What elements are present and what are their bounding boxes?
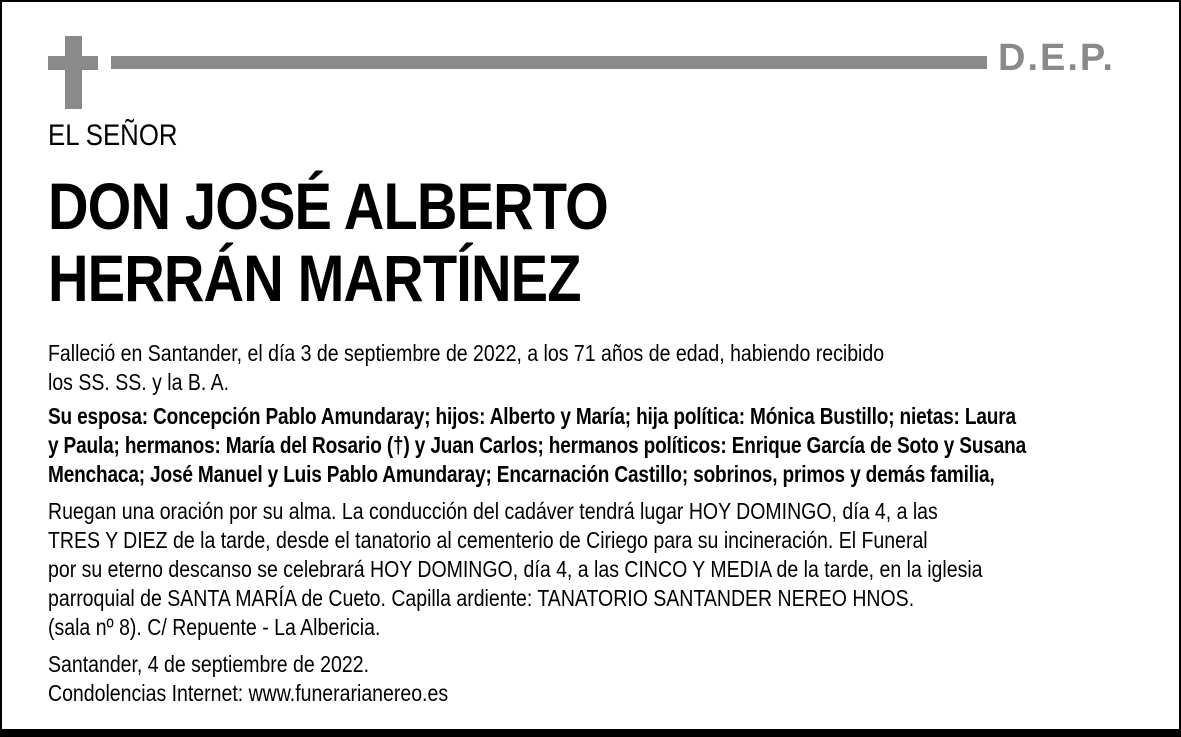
footer-condolences: Condolencias Internet: www.funerarianereo.es	[48, 680, 449, 706]
family-line: y Paula; hermanos: María del Rosario (†) y Juan Carlos; hermanos políticos: Enrique García de Soto y Susana	[48, 432, 1027, 458]
ceremony-line: (sala nº 8). C/ Repuente - La Albericia.	[48, 614, 381, 640]
family-paragraph	[48, 402, 1026, 489]
ceremony-line: por su eterno descanso se celebrará HOY DOMINGO, día 4, a las CINCO Y MEDIA de la tarde, en la iglesia	[48, 556, 983, 582]
death-paragraph	[48, 339, 884, 397]
cross-icon	[48, 36, 98, 109]
footer-date: Santander, 4 de septiembre de 2022.	[48, 651, 369, 677]
footer-paragraph	[48, 650, 448, 708]
death-line: Falleció en Santander, el día 3 de septiembre de 2022, a los 71 años de edad, habiendo recibido	[48, 340, 885, 366]
ceremony-line: TRES Y DIEZ de la tarde, desde el tanatorio al cementerio de Ciriego para su incineración. El Funeral	[48, 527, 928, 553]
name-line-1: DON JOSÉ ALBERTO	[48, 169, 608, 243]
ceremony-paragraph	[48, 497, 983, 642]
dep-label: D.E.P.	[998, 37, 1115, 79]
name-line-2: HERRÁN MARTÍNEZ	[48, 241, 581, 315]
family-line: Su esposa: Concepción Pablo Amundaray; hijos: Alberto y María; hija política: Mónica Bustillo; nietas: Laura	[48, 403, 1016, 429]
deceased-name	[48, 170, 608, 314]
death-line: los SS. SS. y la B. A.	[48, 369, 230, 395]
header-rule	[111, 56, 987, 69]
ceremony-line: parroquial de SANTA MARÍA de Cueto. Capilla ardiente: TANATORIO SANTANDER NEREO HNOS.	[48, 585, 915, 611]
intro-text: EL SEÑOR	[48, 119, 178, 152]
ceremony-line: Ruegan una oración por su alma. La conducción del cadáver tendrá lugar HOY DOMINGO, día 4, a las	[48, 498, 938, 524]
family-line: Menchaca; José Manuel y Luis Pablo Amundaray; Encarnación Castillo; sobrinos, primos y demás familia,	[48, 461, 995, 487]
